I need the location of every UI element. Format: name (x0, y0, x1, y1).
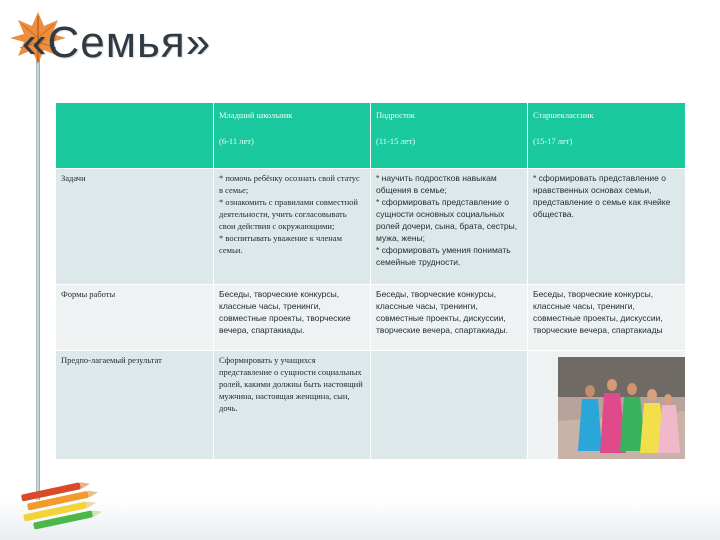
table-cell: * научить подростков навыкам общения в семье; * сформировать представление о сущности основных социальных ролей дочери, сына, брата, сестры, мужа, жены; * сформировать умения понимать семейные трудности. (371, 169, 528, 285)
family-education-table (55, 102, 686, 460)
decorative-pole (36, 40, 40, 500)
table-header-row (56, 103, 686, 169)
crayons-icon (14, 480, 114, 530)
page-title: «Семья» (22, 18, 212, 67)
header-group: Младший школьник (219, 110, 293, 120)
header-empty-cell (56, 103, 214, 169)
header-age: (11-15 лет) (376, 136, 416, 146)
table-row (56, 285, 686, 351)
row-label: Задачи (56, 169, 214, 285)
header-age: (6-11 лет) (219, 136, 254, 146)
header-group: Старшеклассник (533, 110, 594, 120)
table-cell-empty (371, 351, 528, 460)
table-cell: Беседы, творческие конкурсы, классные часы, тренинги, совместные проекты, творческие вечера, спартакиады. (214, 285, 371, 351)
table-cell: Беседы, творческие конкурсы, классные часы, тренинги, совместные проекты, дискуссии, творческие вечера, спартакиады. (371, 285, 528, 351)
table-cell: * сформировать представление о нравственных основах семьи, представление о семье как ячейке общества. (528, 169, 686, 285)
table-cell: * помочь ребёнку осознать свой статус в семье; * ознакомить с правилами совместной деятельности, учить согласовывать свои действия с окружающими; * воспитывать уважение к членам семьи. (214, 169, 371, 285)
table-row (56, 169, 686, 285)
header-cell (528, 103, 686, 169)
family-photo (528, 351, 686, 460)
header-cell (371, 103, 528, 169)
table-row (56, 351, 686, 460)
header-group: Подросток (376, 110, 415, 120)
header-cell (214, 103, 371, 169)
header-age: (15-17 лет) (533, 136, 573, 146)
table-cell: Сформировать у учащихся представление о сущности социальных ролей, какими должны быть настоящий мужчина, настоящая женщина, сын, дочь. (214, 351, 371, 460)
row-label: Предпо-лагаемый результат (56, 351, 214, 460)
table-cell: Беседы, творческие конкурсы, классные часы, тренинги, совместные проекты, дискуссии, творческие вечера, спартакиады (528, 285, 686, 351)
row-label: Формы работы (56, 285, 214, 351)
